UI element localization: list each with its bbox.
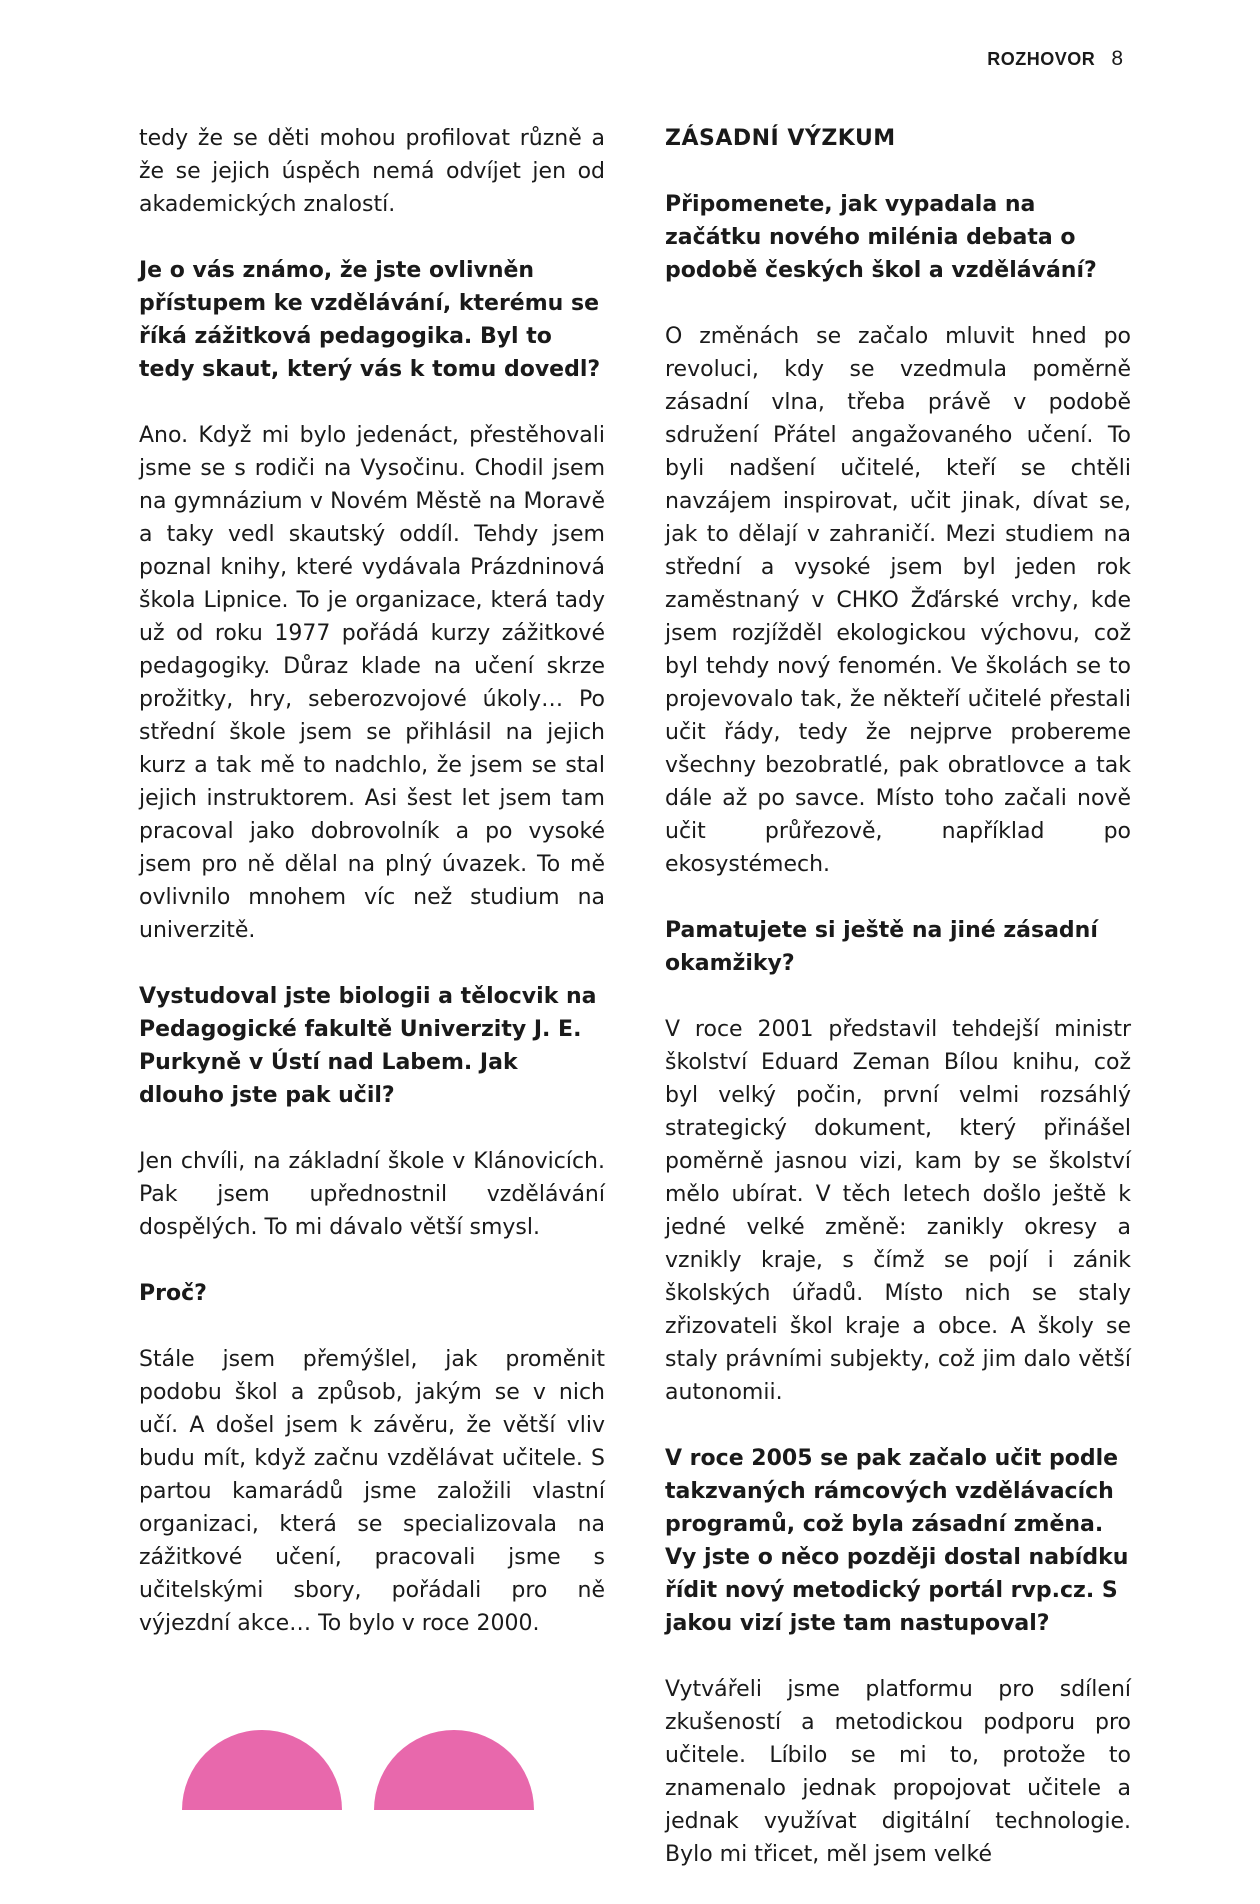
interview-question: Je o vás známo, že jste ovlivněn přístupem ke vzdělávání, kterému se říká zážitková pedagogika. Byl to tedy skaut, který vás k tomu dovedl? bbox=[139, 258, 601, 382]
answer-paragraph: Stále jsem přemýšlel, jak proměnit podobu škol a způsob, jakým se v nich učí. A došel jsem k závěru, že větší vliv budu mít, když začnu vzdělávat učitele. S partou kamarádů jsme založili vlastní organizaci, která se specializovala na zážitkové učení, pracovali jsme s učitelskými sbory, pořádali pro ně výjezdní akce… To bylo v roce 2000. bbox=[139, 1347, 605, 1636]
answer-paragraph: tedy že se děti mohou profilovat různě a že se jejich úspěch nemá odvíjet jen od akademických znalostí. bbox=[139, 126, 605, 217]
answer-paragraph: Ano. Když mi bylo jedenáct, přestěhovali jsme se s rodiči na Vysočinu. Chodil jsem na gymnázium v Novém Městě na Moravě a taky vedl skautský oddíl. Tehdy jsem poznal knihy, které vydávala Prázdninová škola Lipnice. To je organizace, která tady už od roku 1977 pořádá kurzy zážitkové pedagogiky. Důraz klade na učení skrze prožitky, hry, seberozvojové úkoly… Po střední škole jsem se přihlásil na jejich kurz a tak mě to nadchlo, že jsem se stal jejich instruktorem. Asi šest let jsem tam pracoval jako dobrovolník a po vysoké jsem pro ně dělal na plný úvazek. To mě ovlivnilo mnohem víc než studium na univerzitě. bbox=[139, 423, 605, 943]
page-number: 8 bbox=[1111, 47, 1123, 70]
answer-paragraph: Vytvářeli jsme platformu pro sdílení zkušeností a metodickou podporu pro učitele. Líbilo se mi to, protože to znamenalo jednak propojovat učitele a jednak využívat digitální technologie. Bylo mi třicet, měl jsem velké bbox=[665, 1677, 1131, 1867]
answer-paragraph: V roce 2001 představil tehdejší ministr školství Eduard Zeman Bílou knihu, což byl velký počin, první velmi rozsáhlý strategický dokument, který přinášel poměrně jasnou vizi, kam by se školství mělo ubírat. V těch letech došlo ještě k jedné velké změně: zanikly okresy a vznikly kraje, s čímž se pojí i zánik školských úřadů. Místo nich se staly zřizovateli škol kraje a obce. A školy se staly právními subjekty, což jim dalo větší autonomii. bbox=[665, 1017, 1131, 1405]
page-header bbox=[987, 47, 1123, 71]
right-column bbox=[665, 122, 1131, 1904]
section-heading: ZÁSADNÍ VÝZKUM bbox=[665, 126, 896, 151]
section-label: ROZHOVOR bbox=[987, 48, 1096, 69]
left-half-circle bbox=[182, 1730, 342, 1810]
answer-paragraph: Jen chvíli, na základní škole v Klánovicích. Pak jsem upřednostnil vzdělávání dospělých. To mi dávalo větší smysl. bbox=[139, 1149, 605, 1240]
interview-question: Proč? bbox=[139, 1281, 207, 1306]
interview-question: Vystudoval jste biologii a tělocvik na Pedagogické fakultě Univerzity J. E. Purkyně v Ústí nad Labem. Jak dlouho jste pak učil? bbox=[139, 984, 597, 1108]
interview-question: V roce 2005 se pak začalo učit podle takzvaných rámcových vzdělávacích programů, což byla zásadní změna. Vy jste o něco později dostal nabídku řídit nový metodický portál rvp.cz. S jakou vizí jste tam nastupoval? bbox=[665, 1446, 1129, 1636]
answer-paragraph: O změnách se začalo mluvit hned po revoluci, kdy se vzedmula poměrně zásadní vlna, třeba právě v podobě sdružení Přátel angažovaného učení. To byli nadšení učitelé, kteří se chtěli navzájem inspirovat, učit jinak, dívat se, jak to dělají v zahraničí. Mezi studiem na střední a vysoké jsem byl jeden rok zaměstnaný v CHKO Žďárské vrchy, kde jsem rozjížděl ekologickou výchovu, což byl tehdy nový fenomén. Ve školách se to projevovalo tak, že někteří učitelé přestali učit řády, tedy že nejprve probereme všechny bezobratlé, pak obratlovce a tak dále až po savce. Místo toho začali nově učit průřezově, například po ekosystémech. bbox=[665, 324, 1131, 877]
right-half-circle bbox=[374, 1730, 534, 1810]
interview-question: Připomenete, jak vypadala na začátku nového milénia debata o podobě českých škol a vzdělávání? bbox=[665, 192, 1097, 283]
half-circles-graphic bbox=[182, 1700, 542, 1810]
decorative-half-circles bbox=[182, 1700, 542, 1810]
interview-question: Pamatujete si ještě na jiné zásadní okamžiky? bbox=[665, 918, 1098, 976]
left-column bbox=[139, 122, 605, 1673]
